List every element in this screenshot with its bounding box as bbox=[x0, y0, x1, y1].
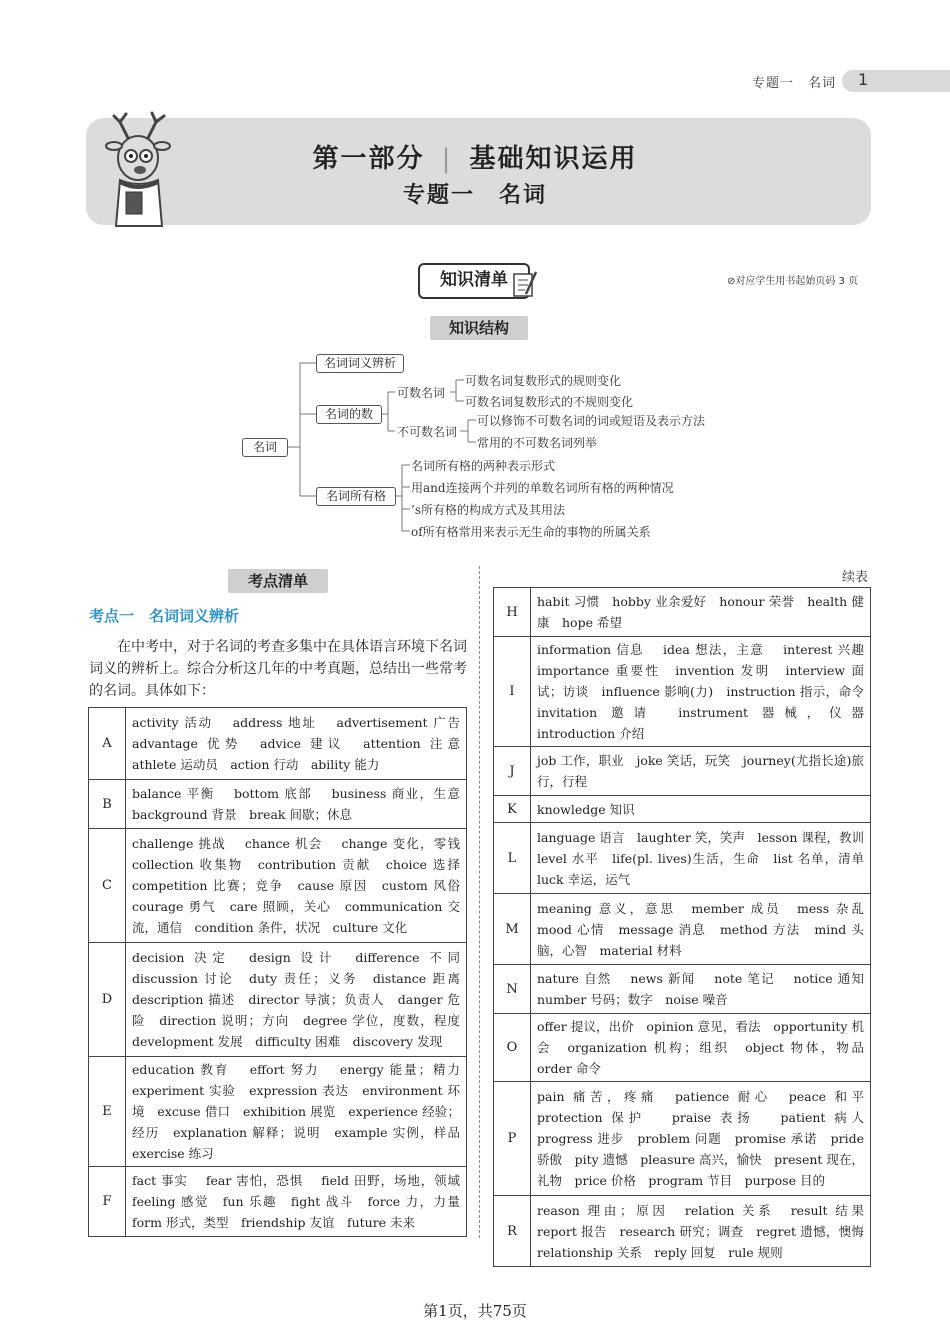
tree-uncountable: 不可数名词 bbox=[397, 425, 458, 439]
row-words: education 教育 effort 努力 energy 能量；精力 experiment 实验 expression 表达 environment 环境 excuse 借口 exhibition 展览 experience 经验；经历 explanation 解释；说明 example 实例，样品 exercise 练习 bbox=[126, 1057, 467, 1167]
table-row bbox=[89, 780, 467, 829]
vocab-table-right bbox=[493, 587, 881, 1267]
unit-name: 名词 bbox=[499, 183, 548, 208]
part-title-text: 第一部分 bbox=[312, 144, 425, 174]
row-words: offer 提议，出价 opinion 意见，看法 opportunity 机会 organization 机构；组织 object 物体，物品 order 命令 bbox=[531, 1014, 871, 1082]
part-title bbox=[0, 138, 950, 175]
row-letter: F bbox=[89, 1167, 126, 1237]
tree-leaf: 常用的不可数名词列举 bbox=[477, 436, 598, 450]
table-row bbox=[89, 1167, 467, 1237]
ref-note bbox=[727, 272, 858, 287]
tree-leaf: ’s所有格的构成方式及其用法 bbox=[411, 503, 565, 517]
table-row bbox=[494, 965, 871, 1014]
title-separator: | bbox=[441, 144, 453, 174]
tree-branch-possessive: 名词所有格 bbox=[316, 487, 396, 506]
table-row bbox=[494, 823, 871, 894]
tree-countable: 可数名词 bbox=[397, 386, 446, 400]
row-letter: J bbox=[494, 747, 531, 796]
row-words: pain 痛苦，疼痛 patience 耐心 peace 和平 protection 保护 praise 表扬 patient 病人 progress 进步 problem 问题 promise 承诺 pride 骄傲 pity 遗憾 pleasure 高兴，愉快 present 现在，礼物 price 价格 program 节目 purpose 目的 bbox=[531, 1082, 871, 1196]
row-words: fact 事实 fear 害怕，恐惧 field 田野，场地，领域 feeling 感觉 fun 乐趣 fight 战斗 force 力，力量 form 形式，类型 friendship 友谊 future 未来 bbox=[126, 1167, 467, 1237]
row-letter: E bbox=[89, 1057, 126, 1167]
running-header bbox=[752, 72, 836, 91]
page-number: 1 bbox=[858, 70, 869, 89]
tree-leaf: 可数名词复数形式的规则变化 bbox=[465, 374, 622, 388]
table-row bbox=[494, 637, 871, 747]
row-letter: K bbox=[494, 796, 531, 823]
row-letter: M bbox=[494, 894, 531, 965]
table-row bbox=[494, 1196, 871, 1267]
tree-leaf: 可以修饰不可数名词的词或短语及表示方法 bbox=[477, 414, 706, 428]
row-words: information 信息 idea 想法，主意 interest 兴趣 importance 重要性 invention 发明 interview 面试；访谈 influence 影响(力) instruction 指示，命令 invitation 邀请 instrument 器械，仪器 introduction 介绍 bbox=[531, 637, 871, 747]
row-letter: N bbox=[494, 965, 531, 1014]
row-letter: A bbox=[89, 708, 126, 780]
row-words: challenge 挑战 chance 机会 change 变化，零钱 collection 收集物 contribution 贡献 choice 选择 competition 比赛；竞争 cause 原因 custom 风俗 courage 勇气 care 照顾，关心 communication 交流，通信 condition 条件，状况 culture 文化 bbox=[126, 829, 467, 943]
row-letter: B bbox=[89, 780, 126, 829]
row-words: nature 自然 news 新闻 note 笔记 notice 通知 number 号码；数字 noise 噪音 bbox=[531, 965, 871, 1014]
tree-branch-meaning: 名词词义辨析 bbox=[316, 354, 404, 373]
table-row bbox=[89, 829, 467, 943]
check-circle-icon: ⊘ bbox=[727, 276, 736, 287]
table-row bbox=[89, 708, 467, 780]
row-words: balance 平衡 bottom 底部 business 商业，生意 background 背景 break 间歇；休息 bbox=[126, 780, 467, 829]
column-divider bbox=[479, 566, 480, 1238]
tree-root: 名词 bbox=[242, 438, 288, 457]
continued-label: 续表 bbox=[842, 570, 869, 585]
vocab-table-left bbox=[88, 707, 473, 1237]
row-letter: P bbox=[494, 1082, 531, 1196]
table-row bbox=[494, 796, 871, 823]
table-row bbox=[494, 1014, 871, 1082]
row-letter: R bbox=[494, 1196, 531, 1267]
row-words: job 工作，职业 joke 笑话，玩笑 journey(尤指长途)旅行，行程 bbox=[531, 747, 871, 796]
row-words: decision 决定 design 设计 difference 不同 discussion 讨论 duty 责任；义务 distance 距离 description 描述 director 导演；负责人 danger 危险 direction 说明；方向 degree 学位，度数，程度 development 发展 difficulty 困难 discovery 发现 bbox=[126, 943, 467, 1057]
unit-number: 专题一 bbox=[402, 183, 475, 208]
ref-note-text: 对应学生用书起始页码 3 页 bbox=[735, 276, 859, 287]
row-letter: H bbox=[494, 588, 531, 637]
row-letter: L bbox=[494, 823, 531, 894]
unit-title bbox=[0, 178, 950, 209]
header-section: 专题一 bbox=[752, 76, 795, 91]
tree-leaf: 名词所有格的两种表示形式 bbox=[411, 459, 556, 473]
table-row bbox=[494, 747, 871, 796]
page-footer: 第1页，共75页 bbox=[423, 1302, 527, 1320]
row-words: activity 活动 address 地址 advertisement 广告 advantage 优势 advice 建议 attention 注意 athlete 运动员 action 行动 ability 能力 bbox=[126, 708, 467, 780]
tree-leaf: 用and连接两个并列的单数名词所有格的两种情况 bbox=[411, 481, 674, 495]
row-letter: D bbox=[89, 943, 126, 1057]
row-letter: O bbox=[494, 1014, 531, 1082]
row-letter: C bbox=[89, 829, 126, 943]
row-words: reason 理由；原因 relation 关系 result 结果 report 报告 research 研究；调查 regret 遗憾，懊悔 relationship 关系 reply 回复 rule 规则 bbox=[531, 1196, 871, 1267]
row-words: meaning 意义，意思 member 成员 mess 杂乱 mood 心情 message 消息 method 方法 mind 头脑，心智 material 材料 bbox=[531, 894, 871, 965]
table-row bbox=[494, 588, 871, 637]
tree-leaf: of所有格常用来表示无生命的事物的所属关系 bbox=[411, 525, 651, 539]
notebook-pen-icon bbox=[510, 268, 542, 300]
point1-title: 考点一 名词词义辨析 bbox=[89, 607, 240, 625]
tree-leaf: 可数名词复数形式的不规则变化 bbox=[465, 395, 634, 409]
header-topic: 名词 bbox=[808, 76, 837, 91]
row-words: knowledge 知识 bbox=[531, 796, 871, 823]
tree-branch-number: 名词的数 bbox=[316, 405, 382, 424]
part-subtitle-text: 基础知识运用 bbox=[469, 144, 638, 174]
row-words: language 语言 laughter 笑，笑声 lesson 课程，教训 level 水平 life(pl. lives)生活，生命 list 名单，清单 luck 幸运，运气 bbox=[531, 823, 871, 894]
knowledge-list-label: 知识清单 bbox=[418, 263, 530, 299]
row-letter: I bbox=[494, 637, 531, 747]
table-row bbox=[89, 1057, 467, 1167]
intro-paragraph: 在中考中，对于名词的考查多集中在具体语言环境下名词词义的辨析上。综合分析这几年的中考真题，总结出一些常考的名词。具体如下： bbox=[89, 639, 467, 699]
table-row bbox=[494, 894, 871, 965]
structure-label: 知识结构 bbox=[430, 316, 528, 340]
table-row bbox=[89, 943, 467, 1057]
table-row bbox=[494, 1082, 871, 1196]
row-words: habit 习惯 hobby 业余爱好 honour 荣誉 health 健康 hope 希望 bbox=[531, 588, 871, 637]
exam-points-label: 考点清单 bbox=[228, 569, 328, 593]
